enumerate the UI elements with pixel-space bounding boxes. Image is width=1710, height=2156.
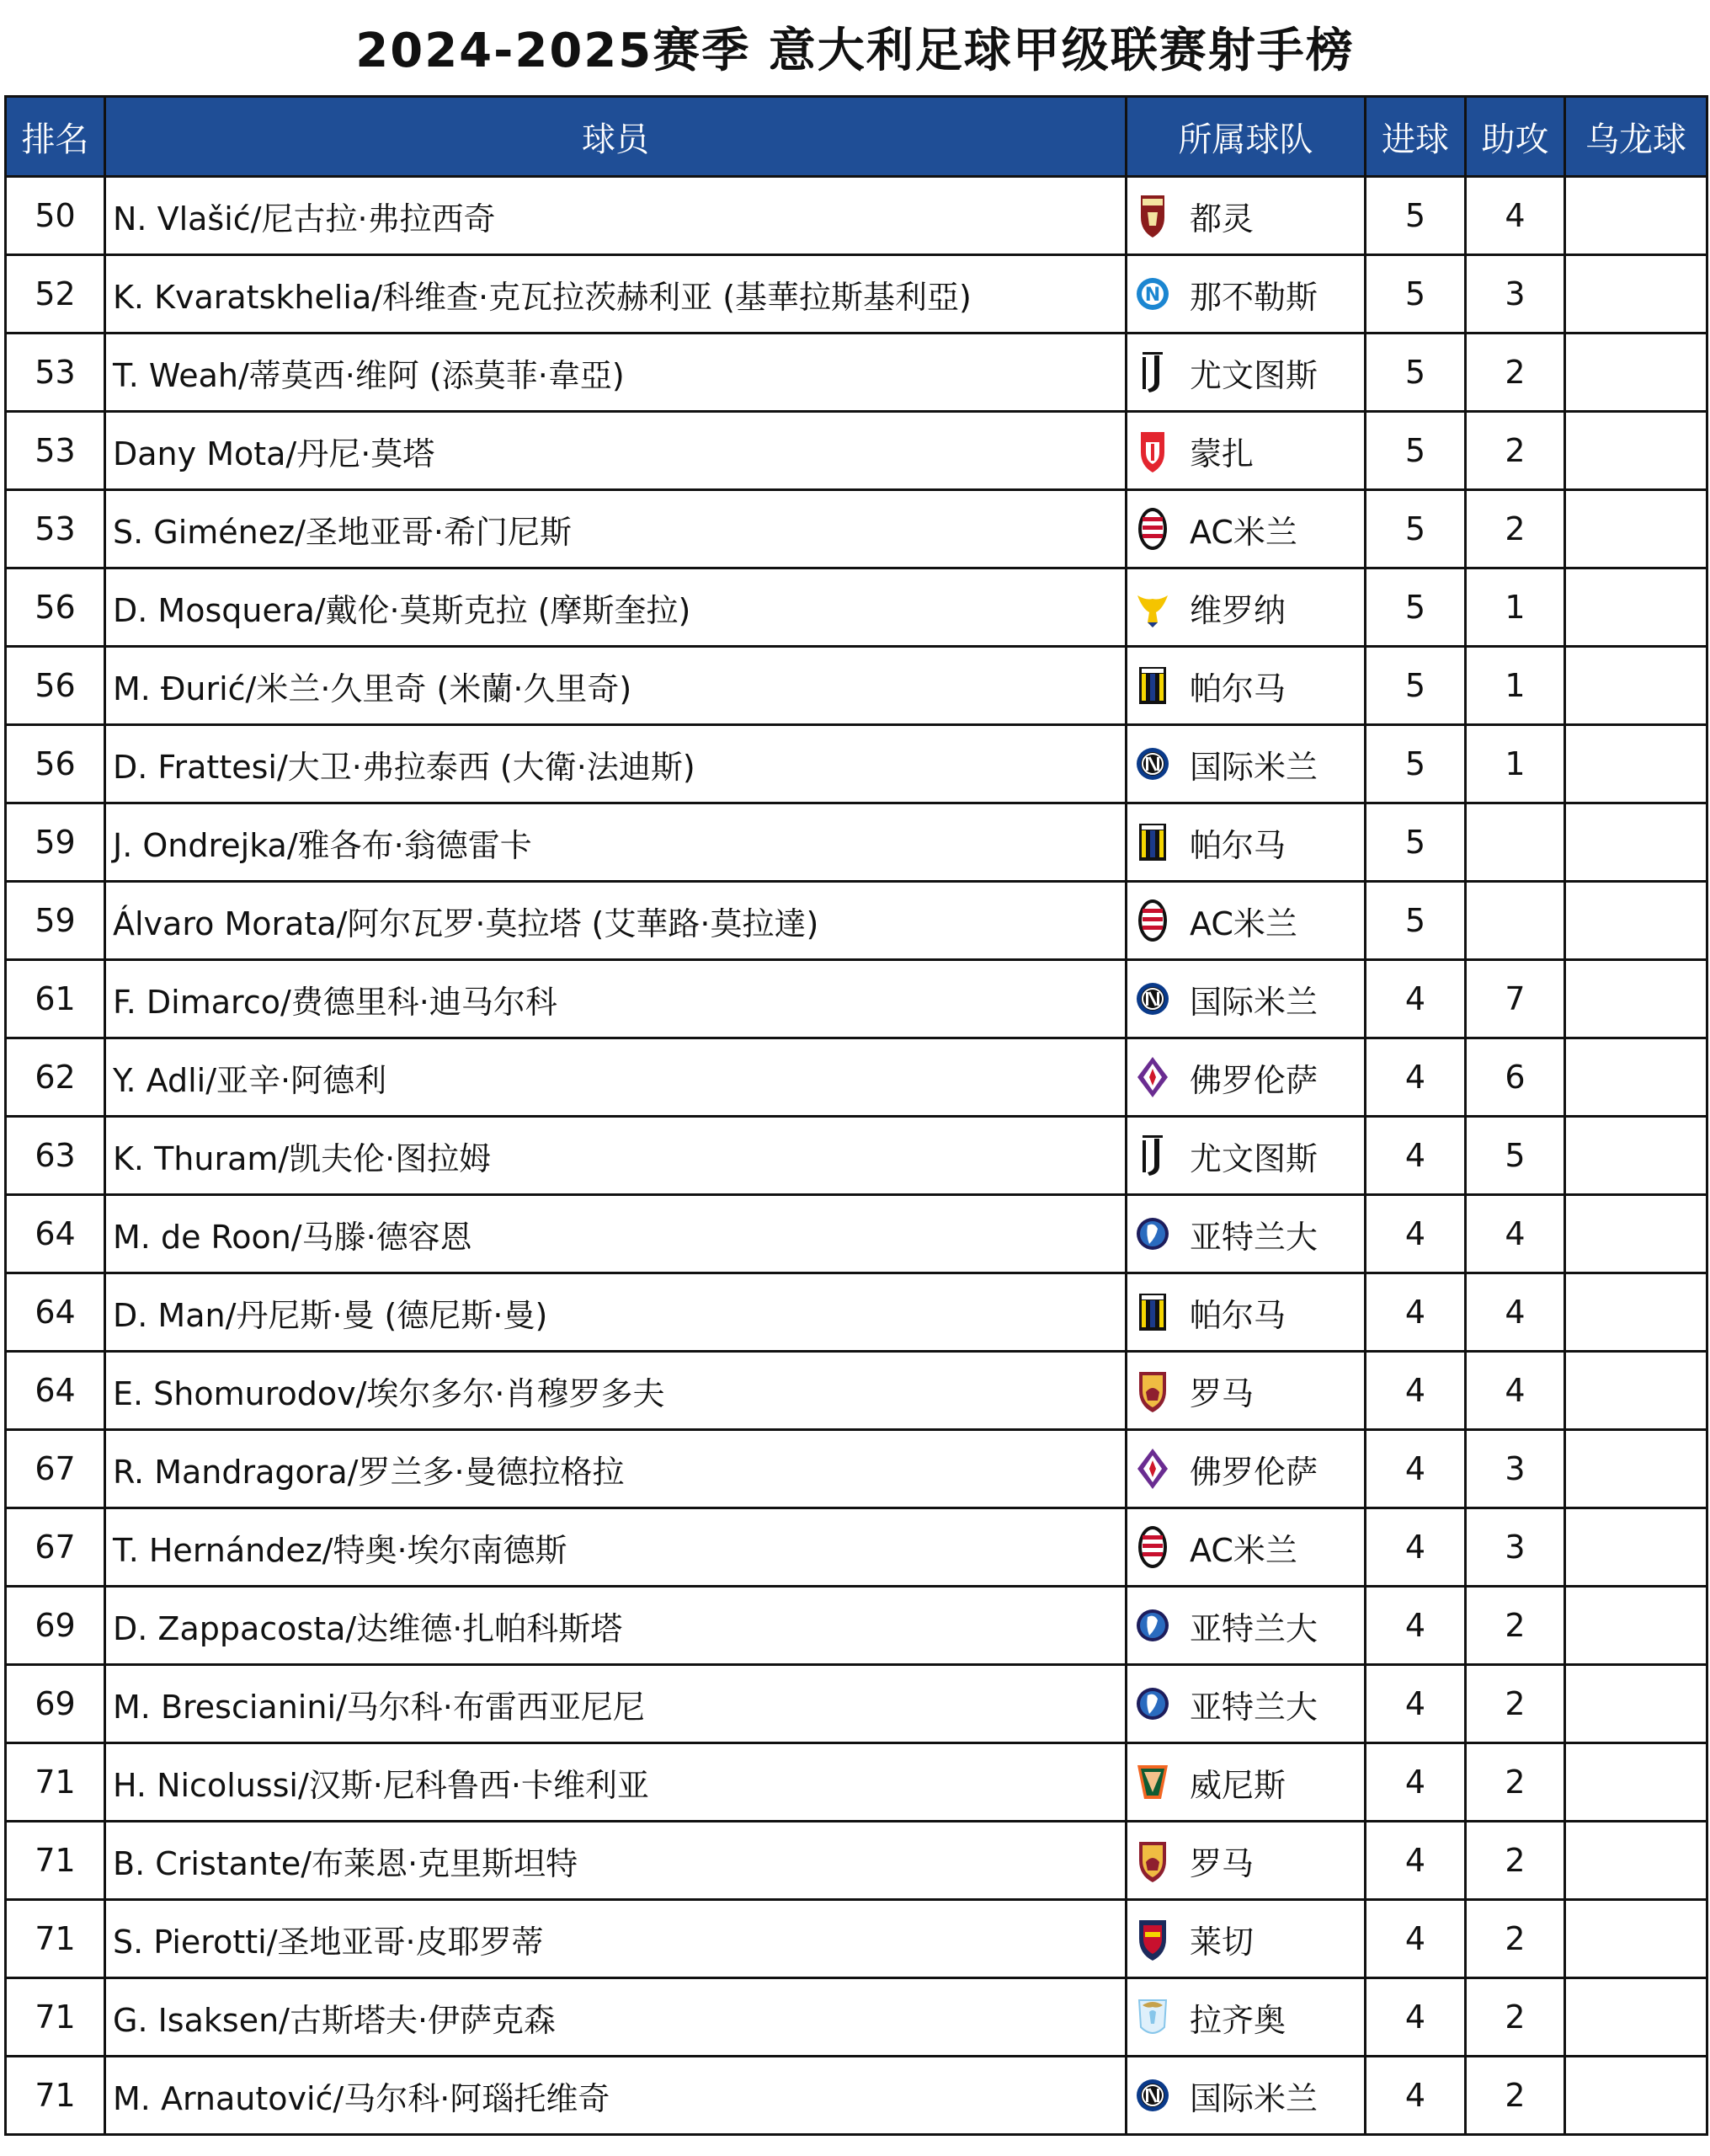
player-cell: J. Ondrejka/雅各布·翁德雷卡 (105, 803, 1127, 882)
player-cell: M. Brescianini/马尔科·布雷西亚尼尼 (105, 1665, 1127, 1743)
team-cell (1127, 647, 1366, 725)
rank-cell: 53 (6, 490, 105, 568)
assists-cell: 2 (1466, 1822, 1565, 1900)
goals-cell: 4 (1366, 1117, 1466, 1195)
team-cell (1127, 568, 1366, 647)
goals-cell: 4 (1366, 1743, 1466, 1822)
assists-cell: 1 (1466, 725, 1565, 803)
team-name: 佛罗伦萨 (1190, 1061, 1318, 1099)
assists-cell: 2 (1466, 1978, 1565, 2057)
rank-cell: 64 (6, 1273, 105, 1352)
own-goals-cell (1565, 1038, 1707, 1117)
team-cell (1127, 960, 1366, 1038)
assists-cell: 4 (1466, 1273, 1565, 1352)
goals-cell: 5 (1366, 412, 1466, 490)
player-cell: D. Mosquera/戴伦·莫斯克拉 (摩斯奎拉) (105, 568, 1127, 647)
team-name: 尤文图斯 (1190, 356, 1318, 394)
own-goals-cell (1565, 177, 1707, 255)
player-cell: M. de Roon/马滕·德容恩 (105, 1195, 1127, 1273)
team-name: AC米兰 (1190, 905, 1297, 942)
ac-milan-crest-icon (1136, 505, 1169, 552)
goals-cell: 5 (1366, 647, 1466, 725)
own-goals-cell (1565, 803, 1707, 882)
team-name: AC米兰 (1190, 1531, 1297, 1569)
goals-cell: 4 (1366, 1352, 1466, 1430)
header-own-goals: 乌龙球 (1565, 97, 1707, 177)
rank-cell: 52 (6, 255, 105, 334)
rank-cell: 64 (6, 1195, 105, 1273)
assists-cell (1466, 803, 1565, 882)
table-row (6, 490, 1707, 568)
goals-cell: 4 (1366, 1665, 1466, 1743)
assists-cell: 1 (1466, 568, 1565, 647)
atalanta-crest-icon (1136, 1210, 1169, 1257)
team-name: 亚特兰大 (1190, 1609, 1318, 1647)
header-goals: 进球 (1366, 97, 1466, 177)
goals-cell: 4 (1366, 1587, 1466, 1665)
table-row (6, 1117, 1707, 1195)
rank-cell: 59 (6, 803, 105, 882)
table-row (6, 2057, 1707, 2135)
rank-cell: 62 (6, 1038, 105, 1117)
team-cell (1127, 1508, 1366, 1587)
team-name: 尤文图斯 (1190, 1139, 1318, 1177)
assists-cell: 2 (1466, 412, 1565, 490)
juventus-crest-icon (1136, 1132, 1169, 1179)
team-name: AC米兰 (1190, 513, 1297, 551)
own-goals-cell (1565, 334, 1707, 412)
team-name: 蒙扎 (1190, 435, 1255, 472)
goals-cell: 5 (1366, 334, 1466, 412)
own-goals-cell (1565, 960, 1707, 1038)
verona-crest-icon (1136, 584, 1169, 631)
assists-cell: 3 (1466, 255, 1565, 334)
player-cell: H. Nicolussi/汉斯·尼科鲁西·卡维利亚 (105, 1743, 1127, 1822)
goals-cell: 4 (1366, 1430, 1466, 1508)
own-goals-cell (1565, 490, 1707, 568)
assists-cell: 1 (1466, 647, 1565, 725)
assists-cell: 2 (1466, 1665, 1565, 1743)
team-cell (1127, 882, 1366, 960)
rank-cell: 63 (6, 1117, 105, 1195)
rank-cell: 59 (6, 882, 105, 960)
own-goals-cell (1565, 647, 1707, 725)
assists-cell: 2 (1466, 1587, 1565, 1665)
team-cell (1127, 1273, 1366, 1352)
team-name: 那不勒斯 (1190, 278, 1318, 316)
monza-crest-icon (1136, 427, 1169, 474)
assists-cell: 2 (1466, 334, 1565, 412)
team-name: 帕尔马 (1190, 1296, 1286, 1334)
page-title: 2024-2025赛季 意大利足球甲级联赛射手榜 (355, 24, 1355, 78)
rank-cell: 56 (6, 647, 105, 725)
table-row (6, 1822, 1707, 1900)
atalanta-crest-icon (1136, 1680, 1169, 1727)
rank-cell: 71 (6, 1743, 105, 1822)
assists-cell: 6 (1466, 1038, 1565, 1117)
header-team: 所属球队 (1127, 97, 1366, 177)
svg-text:N: N (1144, 285, 1161, 306)
own-goals-cell (1565, 1273, 1707, 1352)
team-cell (1127, 412, 1366, 490)
team-cell (1127, 1430, 1366, 1508)
table-row (6, 412, 1707, 490)
player-cell: S. Pierotti/圣地亚哥·皮耶罗蒂 (105, 1900, 1127, 1978)
team-name: 帕尔马 (1190, 826, 1286, 864)
goals-cell: 4 (1366, 1273, 1466, 1352)
rank-cell: 50 (6, 177, 105, 255)
team-cell (1127, 1743, 1366, 1822)
roma-crest-icon (1136, 1837, 1169, 1884)
player-cell: G. Isaksen/古斯塔夫·伊萨克森 (105, 1978, 1127, 2057)
inter-crest-icon (1136, 740, 1169, 787)
header-player: 球员 (105, 97, 1127, 177)
table-row (6, 1978, 1707, 2057)
player-cell: M. Đurić/米兰·久里奇 (米蘭·久里奇) (105, 647, 1127, 725)
rank-cell: 61 (6, 960, 105, 1038)
player-cell: S. Giménez/圣地亚哥·希门尼斯 (105, 490, 1127, 568)
rank-cell: 69 (6, 1587, 105, 1665)
rank-cell: 53 (6, 334, 105, 412)
table-body (6, 177, 1707, 2135)
rank-cell: 56 (6, 725, 105, 803)
rank-cell: 67 (6, 1430, 105, 1508)
player-cell: M. Arnautović/马尔科·阿瑙托维奇 (105, 2057, 1127, 2135)
rank-cell: 64 (6, 1352, 105, 1430)
assists-cell: 2 (1466, 490, 1565, 568)
table-row (6, 647, 1707, 725)
team-name: 都灵 (1190, 200, 1255, 237)
team-name: 威尼斯 (1190, 1766, 1286, 1804)
team-cell (1127, 1822, 1366, 1900)
assists-cell: 5 (1466, 1117, 1565, 1195)
team-name: 佛罗伦萨 (1190, 1453, 1318, 1491)
assists-cell: 3 (1466, 1508, 1565, 1587)
table-row (6, 1352, 1707, 1430)
rank-cell: 56 (6, 568, 105, 647)
goals-cell: 5 (1366, 882, 1466, 960)
own-goals-cell (1565, 568, 1707, 647)
player-cell: T. Weah/蒂莫西·维阿 (添莫菲·韋亞) (105, 334, 1127, 412)
table-row (6, 1743, 1707, 1822)
own-goals-cell (1565, 1978, 1707, 2057)
goals-cell: 5 (1366, 255, 1466, 334)
table-row (6, 1508, 1707, 1587)
assists-cell: 3 (1466, 1430, 1565, 1508)
team-name: 维罗纳 (1190, 591, 1286, 629)
player-cell: B. Cristante/布莱恩·克里斯坦特 (105, 1822, 1127, 1900)
own-goals-cell (1565, 1822, 1707, 1900)
goals-cell: 5 (1366, 490, 1466, 568)
team-cell (1127, 490, 1366, 568)
table-row (6, 1430, 1707, 1508)
table-row (6, 334, 1707, 412)
team-name: 国际米兰 (1190, 983, 1318, 1021)
fiorentina-crest-icon (1136, 1054, 1169, 1101)
goals-cell: 4 (1366, 1822, 1466, 1900)
own-goals-cell (1565, 1587, 1707, 1665)
player-cell: N. Vlašić/尼古拉·弗拉西奇 (105, 177, 1127, 255)
rank-cell: 67 (6, 1508, 105, 1587)
table-row (6, 1038, 1707, 1117)
assists-cell: 2 (1466, 1743, 1565, 1822)
table-header-row (6, 97, 1707, 177)
player-cell: K. Kvaratskhelia/科维查·克瓦拉茨赫利亚 (基華拉斯基利亞) (105, 255, 1127, 334)
player-cell: K. Thuram/凯夫伦·图拉姆 (105, 1117, 1127, 1195)
assists-cell: 4 (1466, 177, 1565, 255)
rank-cell: 71 (6, 1900, 105, 1978)
table-row (6, 1900, 1707, 1978)
scorers-table (4, 95, 1708, 2136)
team-cell (1127, 1665, 1366, 1743)
goals-cell: 5 (1366, 568, 1466, 647)
own-goals-cell (1565, 882, 1707, 960)
team-cell (1127, 1587, 1366, 1665)
assists-cell: 7 (1466, 960, 1565, 1038)
inter-crest-icon (1136, 2072, 1169, 2119)
ac-milan-crest-icon (1136, 897, 1169, 944)
player-cell: D. Zappacosta/达维德·扎帕科斯塔 (105, 1587, 1127, 1665)
team-name: 国际米兰 (1190, 2079, 1318, 2117)
juventus-crest-icon (1136, 349, 1169, 396)
atalanta-crest-icon (1136, 1602, 1169, 1649)
goals-cell: 4 (1366, 1195, 1466, 1273)
player-cell: Álvaro Morata/阿尔瓦罗·莫拉塔 (艾華路·莫拉達) (105, 882, 1127, 960)
goals-cell: 4 (1366, 2057, 1466, 2135)
table-row (6, 960, 1707, 1038)
table-row (6, 1587, 1707, 1665)
venezia-crest-icon (1136, 1758, 1169, 1806)
own-goals-cell (1565, 1352, 1707, 1430)
team-name: 亚特兰大 (1190, 1688, 1318, 1726)
team-cell (1127, 1900, 1366, 1978)
table-row (6, 1665, 1707, 1743)
goals-cell: 5 (1366, 177, 1466, 255)
header-rank: 排名 (6, 97, 105, 177)
team-cell (1127, 2057, 1366, 2135)
team-name: 罗马 (1190, 1844, 1255, 1882)
team-name: 国际米兰 (1190, 748, 1318, 786)
own-goals-cell (1565, 1743, 1707, 1822)
own-goals-cell (1565, 1430, 1707, 1508)
torino-crest-icon (1136, 192, 1169, 239)
player-cell: T. Hernández/特奥·埃尔南德斯 (105, 1508, 1127, 1587)
player-cell: Y. Adli/亚辛·阿德利 (105, 1038, 1127, 1117)
rank-cell: 71 (6, 1822, 105, 1900)
team-cell (1127, 255, 1366, 334)
goals-cell: 4 (1366, 960, 1466, 1038)
goals-cell: 5 (1366, 803, 1466, 882)
team-name: 亚特兰大 (1190, 1218, 1318, 1256)
team-cell (1127, 177, 1366, 255)
player-cell: D. Frattesi/大卫·弗拉泰西 (大衛·法迪斯) (105, 725, 1127, 803)
table-row (6, 725, 1707, 803)
team-cell (1127, 334, 1366, 412)
team-cell (1127, 725, 1366, 803)
own-goals-cell (1565, 1508, 1707, 1587)
table-row (6, 177, 1707, 255)
team-name: 拉齐奥 (1190, 2001, 1286, 2039)
table-row (6, 882, 1707, 960)
player-cell: E. Shomurodov/埃尔多尔·肖穆罗多夫 (105, 1352, 1127, 1430)
own-goals-cell (1565, 1665, 1707, 1743)
own-goals-cell (1565, 2057, 1707, 2135)
player-cell: F. Dimarco/费德里科·迪马尔科 (105, 960, 1127, 1038)
team-cell (1127, 1117, 1366, 1195)
parma-crest-icon (1136, 662, 1169, 709)
assists-cell: 4 (1466, 1352, 1565, 1430)
lazio-crest-icon (1136, 1993, 1169, 2041)
own-goals-cell (1565, 1195, 1707, 1273)
ac-milan-crest-icon (1136, 1524, 1169, 1571)
rank-cell: 71 (6, 2057, 105, 2135)
player-cell: Dany Mota/丹尼·莫塔 (105, 412, 1127, 490)
goals-cell: 5 (1366, 725, 1466, 803)
parma-crest-icon (1136, 1289, 1169, 1336)
goals-cell: 4 (1366, 1978, 1466, 2057)
team-name: 罗马 (1190, 1374, 1255, 1412)
team-name: 帕尔马 (1190, 670, 1286, 707)
team-name: 莱切 (1190, 1923, 1255, 1961)
assists-cell (1466, 882, 1565, 960)
team-cell (1127, 1038, 1366, 1117)
own-goals-cell (1565, 255, 1707, 334)
fiorentina-crest-icon (1136, 1445, 1169, 1492)
team-cell (1127, 803, 1366, 882)
inter-crest-icon (1136, 975, 1169, 1022)
assists-cell: 4 (1466, 1195, 1565, 1273)
lecce-crest-icon (1136, 1915, 1169, 1962)
rank-cell: 71 (6, 1978, 105, 2057)
rank-cell: 69 (6, 1665, 105, 1743)
table-row (6, 1273, 1707, 1352)
goals-cell: 4 (1366, 1038, 1466, 1117)
table-row (6, 568, 1707, 647)
goals-cell: 4 (1366, 1900, 1466, 1978)
roma-crest-icon (1136, 1367, 1169, 1414)
own-goals-cell (1565, 1900, 1707, 1978)
player-cell: D. Man/丹尼斯·曼 (德尼斯·曼) (105, 1273, 1127, 1352)
goals-cell: 4 (1366, 1508, 1466, 1587)
parma-crest-icon (1136, 819, 1169, 866)
assists-cell: 2 (1466, 2057, 1565, 2135)
header-assists: 助攻 (1466, 97, 1565, 177)
napoli-crest-icon (1136, 270, 1169, 318)
team-cell (1127, 1195, 1366, 1273)
player-cell: R. Mandragora/罗兰多·曼德拉格拉 (105, 1430, 1127, 1508)
own-goals-cell (1565, 412, 1707, 490)
team-cell (1127, 1978, 1366, 2057)
own-goals-cell (1565, 725, 1707, 803)
assists-cell: 2 (1466, 1900, 1565, 1978)
own-goals-cell (1565, 1117, 1707, 1195)
table-row (6, 255, 1707, 334)
table-row (6, 1195, 1707, 1273)
table-row (6, 803, 1707, 882)
team-cell (1127, 1352, 1366, 1430)
rank-cell: 53 (6, 412, 105, 490)
